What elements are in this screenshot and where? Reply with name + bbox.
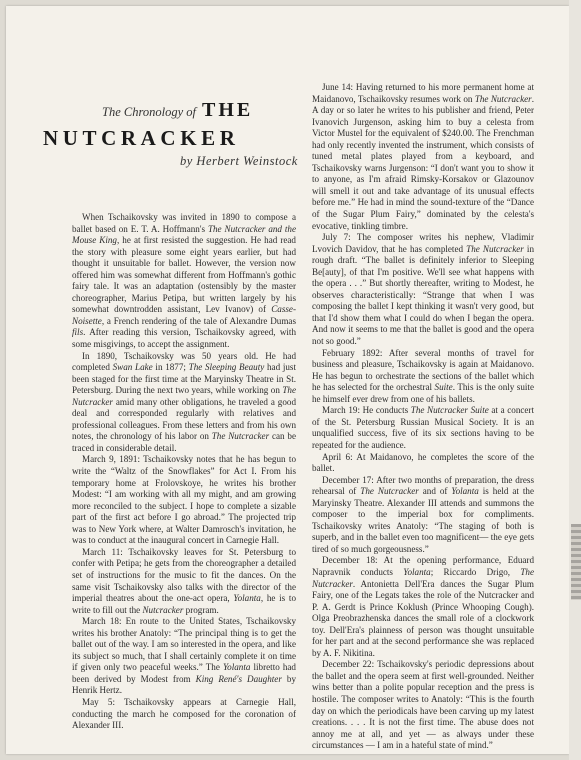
paragraph bbox=[312, 659, 534, 751]
paragraph-text: , he at first resisted the suggestion. He had read the story with pleasure some eight years earlier, but had thought it unsuitable for ballet. However, the version now offered him was somewhat different from Hoffmann's gothic fairy tale. It was an adaptation (ostensibly by the master choreographer, Marius Petipa, but written largely by his somewhat downtrodden assistant, Lev Ivanov) of bbox=[72, 235, 296, 315]
paragraph-text: March 11: Tschaikovsky leaves for St. Petersburg to confer with Petipa; he gets from the choreographer a detailed set of instructions for the music to fit the dances. On the same visit Tschaikovsky also talks with the director of the imperial theatres about the one-act opera, bbox=[72, 546, 296, 604]
italic-title: The Nutcracker bbox=[72, 385, 296, 407]
paragraph-text: March 18: En route to the United States, Tschaikovsky writes his brother Anatoly: “The principal thing is to get the ballet out of the way. I am so interested in the opera, and like its subject so much, that I shall certainly complete it on time if given only two peaceful weeks.” The bbox=[72, 616, 296, 673]
paragraph-text: . Antonietta Dell'Era dances the Sugar Plum Fairy, one of the Legats takes the role of the Nutcracker and P. A. Gerdt is Prince Koklush (Prince Whooping Cough). Olga Preobrazhenska dances the small role of a clockwork toy. Dell'Era's plainness of person was thought unsuitable for her part and at the second performance she was replaced by A. F. Nikitina. bbox=[312, 578, 534, 658]
italic-title: The Nutcracker bbox=[360, 486, 419, 497]
italic-title: The Nutcracker bbox=[211, 431, 270, 442]
facing-page-edge bbox=[569, 0, 581, 760]
italic-title: Suite bbox=[434, 382, 453, 393]
paragraph bbox=[72, 212, 296, 351]
paragraph-text: at a concert of the St. Petersburg Russian Musical Society. It is an unqualified success, five of its six sections having to be repeated for the audience. bbox=[312, 405, 534, 450]
paragraph bbox=[72, 616, 296, 697]
paragraph-text: in rough draft. “The ballet is definitely inferior to Sleeping Be[auty], of that I'm positive. We'll see what happens with the opera . . .” But shortly thereafter, writing to Modest, he observes characteristically: “Strange that when I was composing the ballet I kept thinking it wasn't very good, but that I'd show them what I could do when I began the opera. And now it seems to me that the ballet is good and the opera not so good.” bbox=[312, 243, 534, 347]
italic-title: The Nutcracker bbox=[466, 243, 524, 254]
title-word-the: THE bbox=[201, 99, 254, 121]
paragraph bbox=[72, 697, 296, 732]
byline: by Herbert Weinstock bbox=[180, 154, 298, 168]
paragraph-text: , he is to write to fill out the bbox=[72, 593, 296, 615]
italic-title: Yolanta bbox=[403, 566, 431, 577]
title-prefix: The Chronology of bbox=[102, 105, 196, 119]
italic-title: The Nutcracker and the Mouse King bbox=[72, 223, 296, 246]
paragraph-text: program. bbox=[183, 604, 219, 615]
paragraph-text: ; Riccardo Drigo, bbox=[430, 566, 521, 577]
paragraph bbox=[72, 547, 296, 616]
paragraph bbox=[312, 82, 534, 232]
paragraph-text: February 1892: After several months of travel for business and pleasure, Tschaikovsky is again at Maidanovo. He has begun to orchestrate the sections of the ballet which he has selected for the orchestral bbox=[312, 347, 534, 393]
paragraph bbox=[312, 475, 534, 556]
paragraph bbox=[312, 232, 534, 347]
paragraph bbox=[72, 454, 296, 546]
paragraph-text: December 22: Tschaikovsky's periodic depressions about the ballet and the opera seem at first well-grounded. Neither wins better than a polite popular reception and the press is hostile. The composer writes to Anatoly: “This is the fourth day on which the periodicals have been carving up my latest creations. . . . It is not the first time. The abuse does not annoy me at all, and yet — as always under these circumstances — I am in a hateful state of mind.” bbox=[312, 659, 534, 751]
paragraph-text: is held at the Maryinsky Theatre. Alexander III attends and summons the composer to the imperial box for compliments. Tschaikovsky writes Anatoly: “The staging of both is superb, and in the ballet even too magnificent— the eye gets tired of so much gorgeousness.” bbox=[312, 486, 534, 554]
paragraph-text: December 18: At the opening performance, Eduard Napravnik conducts bbox=[312, 555, 534, 577]
paragraph-text: . This is the only suite he himself ever drew from one of his ballets. bbox=[312, 382, 534, 404]
left-column bbox=[72, 212, 297, 731]
paragraph bbox=[72, 351, 296, 455]
italic-title: Yolanta bbox=[451, 486, 479, 497]
paragraph bbox=[312, 348, 534, 406]
paragraph-text: March 9, 1891: Tschaikovsky notes that he has begun to write the “Waltz of the Snowflakes” for Act I. From his temporary home at Frolovskoye, he writes his brother Modest: “I am working with all my might, and am growing more reconciled to the subject. I hope to complete a sizable part of the first act before I go abroad.” The projected trip was to New York where, at Walter Damrosch's invitation, he was to conduct at the inaugural concert in Carnegie Hall. bbox=[72, 454, 296, 546]
paragraph-text: libretto had been derived by Modest from bbox=[72, 662, 296, 684]
italic-title: Yolanta bbox=[233, 593, 261, 604]
paragraph-text: July 7: The composer writes his nephew, Vladimir Lvovich Davidov, that he has completed bbox=[312, 232, 534, 254]
paragraph-text: May 5: Tschaikovsky appears at Carnegie Hall, conducting the march he composed for the coronation of Alexander III. bbox=[72, 696, 296, 731]
italic-title: The Nutcracker bbox=[312, 566, 534, 589]
paragraph-text: April 6: At Maidanovo, he completes the score of the ballet. bbox=[312, 451, 534, 474]
italic-title: Yolanta bbox=[222, 662, 251, 673]
italic-title: Swan Lake bbox=[112, 362, 153, 373]
paragraph bbox=[312, 405, 534, 451]
paragraph-text: , a French rendering of the tale of Alexandre Dumas bbox=[101, 315, 296, 326]
article-title bbox=[6, 6, 306, 206]
italic-title: King René's Daughter bbox=[195, 673, 282, 684]
paragraph-text: and of bbox=[418, 486, 452, 497]
paragraph-text: June 14: Having returned to his more permanent home at Maidanovo, Tschaikovsky resumes work on bbox=[312, 82, 534, 104]
paragraph-text: by Henrik Hertz. bbox=[72, 673, 297, 696]
paragraph-text: . After reading this version, Tschaikovsky agreed, with some misgivings, to accept the assignment. bbox=[72, 327, 296, 350]
title-word-nutcracker: NUTCRACKER bbox=[43, 126, 240, 150]
paragraph-text: In 1890, Tschaikovsky was 50 years old. He had completed bbox=[72, 350, 296, 373]
magazine-page bbox=[6, 6, 569, 754]
paragraph-text: . A day or so later he writes to his publisher and friend, Peter Ivanovich Jurgenson, asking him to buy a celesta from Victor Mustel for the equivalent of $240.00. The Frenchman had only recently invented the instrument, which consists of tuned metal plates played from a keyboard, and Tschaikovsky warns Jurgenson: “I don't want you to show it to anyone, as I'm afraid Rimsky-Korsakov or Glazounov will smell it out and take advantage of its unusual effects before me.” He had in mind the sound-texture of the “Dance of the Sugar Plum Fairy,” dominated by the celesta's evocative, tinkling timbre. bbox=[312, 93, 535, 231]
paragraph-text: When Tschaikovsky was invited in 1890 to compose a ballet based on E. T. A. Hoffmann's bbox=[72, 212, 296, 234]
title-line-1 bbox=[102, 99, 253, 122]
paragraph-text: in 1877; bbox=[152, 362, 189, 373]
paragraph-text: December 17: After two months of preparation, the dress rehearsal of bbox=[312, 474, 534, 497]
italic-title: fils bbox=[72, 327, 84, 338]
paragraph-text: amid many other obligations, he traveled a good deal and corresponded regularly with relatives and professional colleagues. From these letters and from his own notes, the chronology of his labor on bbox=[72, 396, 296, 442]
paragraph-text: can be traced in considerable detail. bbox=[72, 431, 296, 453]
paragraph-text: had just been staged for the first time at the Maryinsky Theatre in St. Petersburg. During the next two years, while working on bbox=[72, 362, 296, 396]
facing-page-photo-edge bbox=[571, 524, 581, 600]
italic-title: Nutcracker bbox=[142, 604, 184, 615]
paragraph bbox=[312, 555, 534, 659]
italic-title: The Sleeping Beauty bbox=[188, 362, 265, 373]
right-column bbox=[312, 82, 535, 751]
italic-title: The Nutcracker Suite bbox=[410, 405, 489, 416]
italic-title: Casse-Noisette bbox=[72, 304, 296, 326]
paragraph bbox=[312, 452, 534, 475]
paragraph-text: March 19: He conducts bbox=[322, 405, 411, 416]
italic-title: The Nutcracker bbox=[474, 93, 532, 104]
